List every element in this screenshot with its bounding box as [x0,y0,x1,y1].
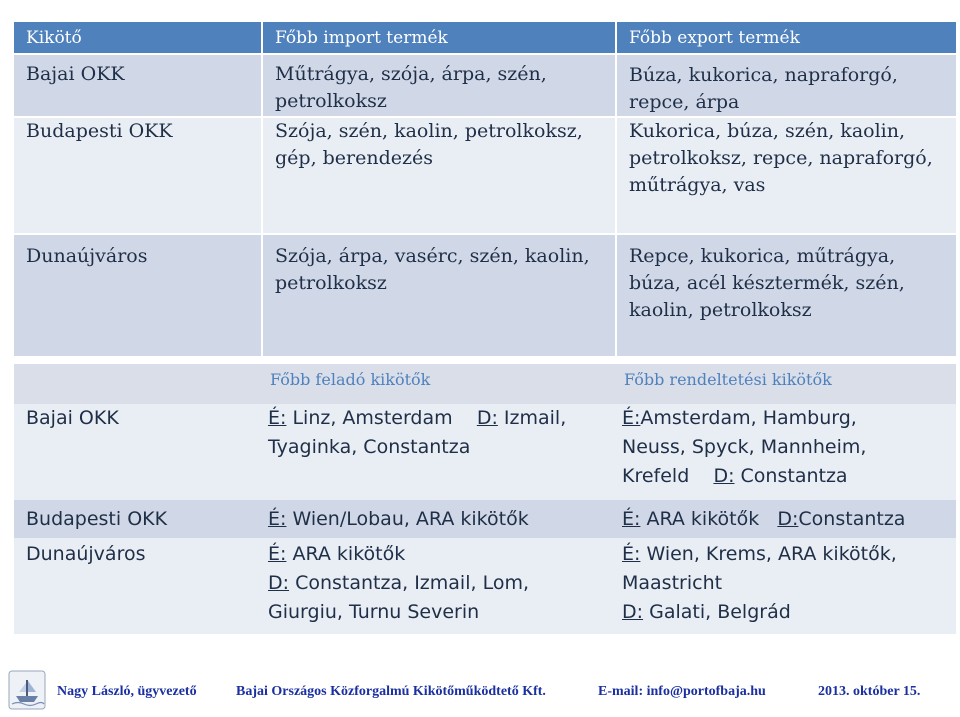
header-empty [14,364,260,404]
table-header-row [14,22,956,54]
origin-north: ARA kikötők [292,543,406,565]
origin-ports [260,404,614,500]
destination-south: Constantza [740,465,848,487]
destination-north: Wien, Krems, ARA kikötők, [646,543,897,565]
export-products: Búza, kukorica, napraforgó, repce, árpa [616,54,956,117]
import-products: Szója, szén, kaolin, petrolkoksz, gép, berendezés [262,117,616,234]
destination-north-cont: Krefeld [622,465,690,487]
port-logo-icon [8,670,46,710]
marker-north: É: [268,507,287,530]
origin-south-cont: Giurgiu, Turnu Severin [268,601,480,623]
header-port: Kikötő [14,22,262,54]
destination-ports [614,538,956,634]
footer-company: Bajai Országos Közforgalmú Kikötőműködtető Kft. [236,684,546,699]
header-destination-ports: Főbb rendeltetési kikötők [614,364,956,404]
marker-south: D: [777,507,799,530]
table-row [14,500,956,538]
footer-date: 2013. október 15. [818,684,921,699]
marker-north: É: [268,543,287,565]
header-import: Főbb import termék [262,22,616,54]
origin-north: Wien/Lobau, ARA kikötők [292,507,529,530]
destination-north: ARA kikötők [646,507,760,530]
destination-ports [614,500,956,538]
port-name: Bajai OKK [14,404,260,500]
port-name: Bajai OKK [14,54,262,117]
header-export: Főbb export termék [616,22,956,54]
marker-south: D: [713,465,735,487]
origin-south: Constantza, Izmail, Lom, [295,572,529,594]
table-row [14,404,956,500]
port-name: Budapesti OKK [14,500,260,538]
table-row [14,54,956,117]
marker-north: É: [622,507,641,530]
destination-north-cont: Maastricht [622,572,723,594]
ports-table [14,364,956,634]
marker-north: É: [622,407,641,429]
table-row [14,234,956,356]
port-name: Budapesti OKK [14,117,262,234]
marker-south: D: [476,407,498,429]
marker-north: É: [268,407,287,429]
port-name: Dunaújváros [14,538,260,634]
table-header-row [14,364,956,404]
import-products: Szója, árpa, vasérc, szén, kaolin, petrolkoksz [262,234,616,356]
destination-north-cont: Neuss, Spyck, Mannheim, [622,436,867,458]
destination-south: Galati, Belgrád [649,601,791,623]
table-row [14,538,956,634]
footer-email[interactable]: E-mail: info@portofbaja.hu [598,684,766,699]
origin-south: Izmail, [503,407,567,429]
import-products: Műtrágya, szója, árpa, szén, petrolkoksz [262,54,616,117]
header-origin-ports: Főbb feladó kikötők [260,364,614,404]
footer-author: Nagy László, ügyvezető [57,684,197,699]
origin-ports [260,538,614,634]
origin-ports [260,500,614,538]
marker-south: D: [622,601,644,623]
marker-south: D: [268,572,290,594]
import-export-table [14,22,956,356]
destination-north: Amsterdam, Hamburg, [640,407,857,429]
destination-south: Constantza [798,507,906,530]
marker-north: É: [622,543,641,565]
destination-ports [614,404,956,500]
table-row [14,117,956,234]
footer [0,664,960,717]
port-name: Dunaújváros [14,234,262,356]
export-products: Kukorica, búza, szén, kaolin, petrolkoksz, repce, napraforgó, műtrágya, vas [616,117,956,234]
origin-north: Linz, Amsterdam [292,407,453,429]
export-products: Repce, kukorica, műtrágya, búza, acél késztermék, szén, kaolin, petrolkoksz [616,234,956,356]
origin-south-cont: Tyaginka, Constantza [268,436,471,458]
